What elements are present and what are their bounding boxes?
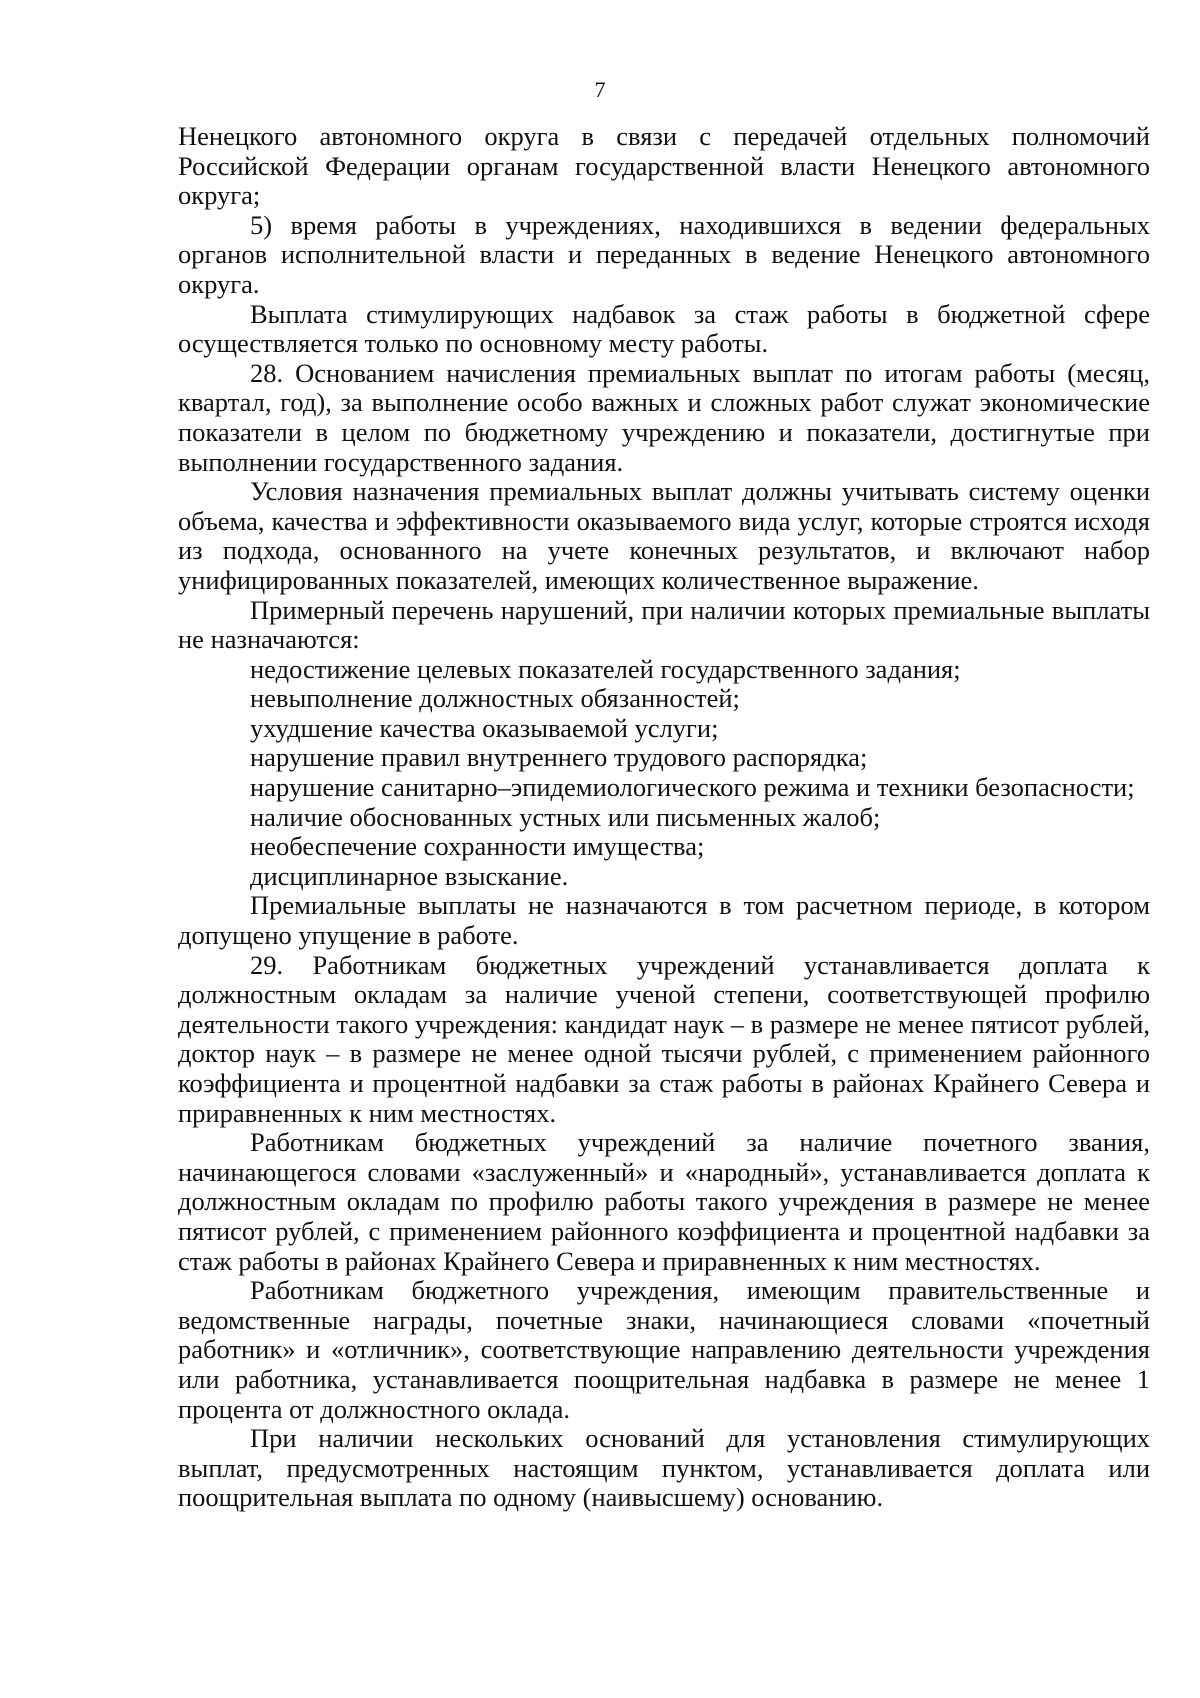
violation-list-item: невыполнение должностных обязанностей; (250, 683, 740, 714)
paragraph-no-bonus-period: Премиальные выплаты не назначаются в том расчетном периоде, в котором допущено упущение в работе. (178, 890, 1150, 951)
paragraph-main-workplace: Выплата стимулирующих надбавок за стаж работы в бюджетной сфере осуществляется только по основному месту работы. (178, 298, 1150, 359)
violation-list-item: ухудшение качества оказываемой услуги; (250, 712, 719, 743)
violation-list-item: нарушение правил внутреннего трудового распорядка; (250, 742, 868, 773)
paragraph-bonus-conditions: Условия назначения премиальных выплат должны учитывать систему оценки объема, качества и эффективности оказываемого вида услуг, которые строятся исходя из подхода, основанного на учете конечных результатов, и включают набор унифицированных показателей, имеющих количественное выражение. (178, 476, 1150, 595)
violation-list-item: недостижение целевых показателей государственного задания; (250, 653, 961, 684)
paragraph-multiple-grounds: При наличии нескольких оснований для установления стимулирующих выплат, предусмотренных настоящим пунктом, устанавливается доплата или поощрительная выплата по одному (наивысшему) основанию. (178, 1423, 1150, 1513)
paragraph-awards: Работникам бюджетного учреждения, имеющим правительственные и ведомственные награды, почетные знаки, начинающиеся словами «почетный работник» и «отличник», соответствующие направлению деятельности учреждения или работника, устанавливается поощрительная надбавка в размере не менее 1 процента от должностного оклада. (178, 1275, 1150, 1424)
paragraph-continuation: Ненецкого автономного округа в связи с передачей отдельных полномочий Российской Федерации органам государственной власти Ненецкого автономного округа; (178, 121, 1150, 211)
page-number: 7 (594, 77, 606, 102)
paragraph-violations-intro: Примерный перечень нарушений, при наличии которых премиальные выплаты не назначаются: (178, 594, 1150, 655)
document-body (178, 122, 1150, 1513)
violation-list-item: дисциплинарное взыскание. (250, 860, 569, 891)
violation-list-item: необеспечение сохранности имущества; (250, 831, 705, 862)
paragraph-28: 28. Основанием начисления премиальных выплат по итогам работы (месяц, квартал, год), за выполнение особо важных и сложных работ служат экономические показатели в целом по бюджетному учреждению и показатели, достигнутые при выполнении государственного задания. (178, 357, 1150, 477)
violation-list-item: наличие обоснованных устных или письменных жалоб; (250, 801, 881, 832)
violation-list-item: нарушение санитарно–эпидемиологического режима и техники безопасности; (250, 772, 1135, 803)
paragraph-29: 29. Работникам бюджетных учреждений устанавливается доплата к должностным окладам за наличие ученой степени, соответствующей профилю деятельности такого учреждения: кандидат наук – в размере не менее пятисот рублей, доктор наук – в размере не менее одной тысячи рублей, с применением районного коэффициента и процентной надбавки за стаж работы в районах Крайнего Севера и приравненных к ним местностях. (178, 949, 1150, 1128)
paragraph-item-5: 5) время работы в учреждениях, находившихся в ведении федеральных органов исполнительной власти и переданных в ведение Ненецкого автономного округа. (178, 209, 1150, 299)
paragraph-honorary-title: Работникам бюджетных учреждений за наличие почетного звания, начинающегося словами «заслуженный» и «народный», устанавливается доплата к должностным окладам по профилю работы такого учреждения в размере не менее пятисот рублей, с применением районного коэффициента и процентной надбавки за стаж работы в районах Крайнего Севера и приравненных к ним местностях. (178, 1127, 1150, 1276)
